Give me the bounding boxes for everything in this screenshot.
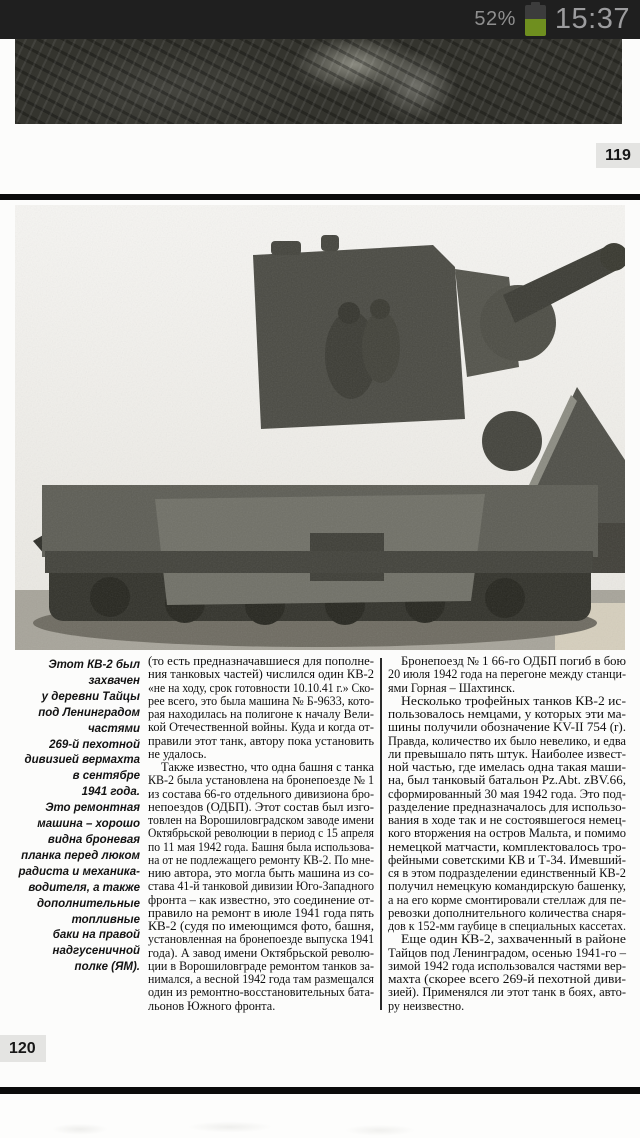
text-line: льонов Южного фронта.: [148, 998, 276, 1013]
text-line: немецкой матчасти, комплектовалось тро-: [388, 839, 627, 854]
text-line: не удалось.: [148, 746, 207, 761]
photo-caption: [16, 658, 140, 976]
text-line: фронта – как известно, это соединение от-: [148, 892, 375, 907]
text-line: зимой 1942 года использовался частями вер-: [388, 958, 627, 973]
text-line: товлен на Ворошиловградском заводе имени: [148, 813, 375, 827]
text-line: ной частью, где имелась одна такая маши-: [388, 760, 627, 774]
previous-page-photo-bottom: [15, 39, 622, 124]
caption-line: Это ремонтная: [45, 802, 140, 815]
text-line: кого вторжения на остров Мальта, и помимо: [388, 826, 626, 841]
caption-line: топливные: [71, 913, 140, 926]
caption-line: Этот КВ-2 был: [48, 659, 140, 671]
caption-line: радиста и механика-: [18, 865, 140, 878]
text-line: ревозки дополнительного количества снаря-: [388, 905, 627, 920]
text-line: на, был танковый батальон Pz.Abt. zBV.66,: [388, 773, 626, 788]
text-line: непоездов (ОДБП). Этот состав был изго-: [148, 799, 374, 814]
text-line: КВ-2 (судя по имеющимся фото, башня,: [148, 919, 374, 933]
next-page-top: [0, 1094, 640, 1138]
status-bar: [0, 0, 640, 39]
text-line: а на его корме смонтировали стеллаж для пе-: [388, 892, 627, 907]
text-line: рее всего, это была машина № Б-9633, кото-: [148, 693, 375, 708]
text-line: дов к 152-мм гаубице в специальных кассетах.: [388, 919, 627, 933]
text-line: ли превышало пять штук. Наиболее извест-: [388, 746, 626, 761]
text-line: установленная на бронепоезде выпуска 1941: [148, 932, 375, 947]
text-line: Тайцов под Ленинградом, осенью 1941-го –: [388, 945, 627, 960]
clock: 15:37: [554, 3, 630, 35]
text-line: Правда, количество их было невелико, и едва: [388, 733, 627, 748]
column-divider: [380, 658, 382, 1010]
text-line: зией). Применялся ли этот танк в боях, авто-: [388, 985, 627, 1000]
text-line: по 11 мая 1942 года. Башня была использова-: [148, 839, 374, 854]
caption-line: баки на правой: [52, 929, 140, 942]
caption-line: полке (ЯМ).: [74, 961, 140, 974]
caption-line: 269-й пехотной: [49, 738, 140, 751]
text-column-right: [388, 655, 626, 1013]
text-line: Несколько трофейных танков КВ-2 ис-: [401, 693, 626, 708]
page-number-120: 120: [0, 1035, 46, 1062]
page-number-119: 119: [596, 143, 640, 168]
battery-icon: [525, 5, 546, 36]
text-line: получил немецкую командирскую башенку,: [388, 879, 626, 894]
text-line: фейными советскими КВ и Т-34. Имевший-: [388, 852, 626, 867]
text-line: махта (скорее всего 269-й пехотной диви-: [388, 972, 626, 986]
text-line: ями Горная – Шахтинск.: [388, 680, 516, 695]
text-line: става 41-й танковой дивизии Юго-Западного: [148, 879, 375, 894]
caption-line: надгусеничной: [52, 945, 140, 958]
caption-line: машина – хорошо: [37, 818, 140, 831]
text-column-middle: [148, 655, 374, 1013]
text-line: пользовалось немцами, у которых эти ма-: [388, 707, 626, 721]
caption-line: дополнительные: [36, 897, 140, 910]
battery-percent: 52%: [474, 8, 516, 30]
text-line: Бронепоезд № 1 66-го ОДБП погиб в бою: [401, 654, 627, 668]
text-line: КВ-2 была установлена на бронепоезде № 1: [148, 773, 375, 788]
caption-line: частями: [87, 722, 140, 735]
text-line: Также известно, что одна башня с танка: [161, 760, 374, 774]
page-separator-line-top: [0, 194, 640, 200]
kv2-tank-photo: [15, 205, 625, 650]
text-line: сформированный 30 мая 1942 года. Это под-: [388, 786, 626, 801]
text-line: Октябрьской революции в период с 15 апреля: [148, 826, 374, 841]
caption-line: у деревни Тайцы: [41, 690, 140, 703]
text-line: шины получили обозначение KV-II 754 (r).: [388, 720, 626, 735]
text-line: Еще один КВ-2, захваченный в районе: [401, 932, 627, 947]
text-line: 20 июля 1942 года на перегоне между станци-: [388, 667, 627, 682]
caption-line: дивизией вермахта: [24, 754, 140, 767]
caption-line: в сентябре: [72, 770, 140, 783]
text-line: года). А завод имени Октябрьской револю-: [148, 945, 374, 960]
text-line: ру неизвестно.: [388, 998, 465, 1013]
text-line: рая находилась на полигоне к началу Вели-: [148, 707, 374, 721]
caption-line: видна броневая: [47, 833, 140, 846]
text-line: нию автора, это могла быть машина из со-: [148, 866, 375, 880]
caption-line: 1941 года.: [81, 786, 140, 799]
text-line: на от не подлежащего ремонту КВ-2. По мне-: [148, 852, 374, 867]
text-line: ся в этом подразделении единственный КВ-2: [388, 866, 627, 880]
caption-line: захвачен: [88, 674, 140, 687]
text-line: один из ремонтно-восстановительных бата-: [148, 985, 375, 1000]
text-line: правило на ремонт в июле 1941 года пять: [148, 905, 374, 920]
caption-line: под Ленинградом: [38, 706, 140, 719]
text-line: разделение предназначалось для использо-: [388, 799, 627, 814]
caption-line: водителя, а также: [28, 881, 140, 894]
text-line: «не на ходу, срок готовности 10.10.41 г.» Ско-: [148, 680, 375, 695]
page-separator-line-bottom: [0, 1087, 640, 1094]
text-line: нимался, а весной 1942 года там размещался: [148, 972, 374, 986]
text-line: кой Отечественной войны. Куда и когда от-: [148, 720, 374, 735]
text-line: правили этот танк, автору пока установить: [148, 733, 375, 748]
text-line: ния танковых частей) числился один КВ-2: [148, 667, 374, 682]
text-line: из состава 66-го отдельного дивизиона бро-: [148, 786, 375, 801]
text-line: (то есть предназначавшиеся для пополне-: [148, 654, 375, 668]
caption-line: планка перед люком: [21, 849, 140, 862]
text-line: ции в Ворошиловграде ремонтом танков за-: [148, 958, 374, 973]
text-line: вания в ходе так и не состоявшегося немец-: [388, 813, 627, 827]
